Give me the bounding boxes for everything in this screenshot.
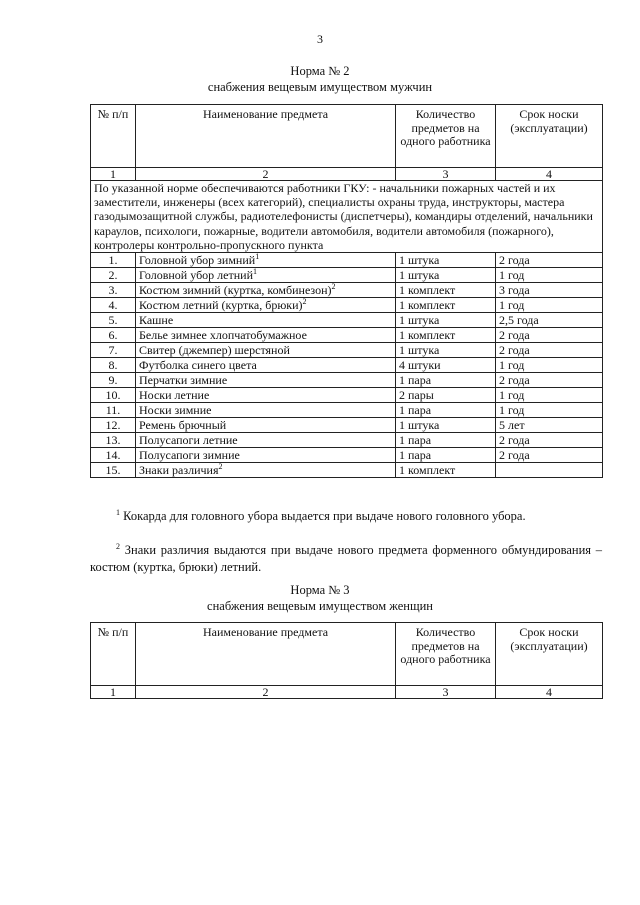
intro-text: По указанной норме обеспечиваются работники ГКУ: - начальники пожарных частей и их заместители, инженеры (всех категорий), специалисты охраны труда, инструкторы, мастера газодымозащитной службы, радиотелефонисты (диспетчеры), командиры отделений, начальники караулов, психологи, пожарные, водители автомобиля, водители автомобиля (пожарного), контролеры контрольно-пропускного пункта	[91, 181, 603, 253]
page-number: 3	[317, 32, 323, 46]
header-qty: Количество предметов на одного работника	[396, 623, 496, 686]
item-num: 1.	[91, 253, 136, 268]
header-num: № п/п	[91, 623, 136, 686]
item-num: 12.	[91, 418, 136, 433]
item-term: 2,5 года	[496, 313, 603, 328]
item-name-cell	[136, 343, 396, 358]
item-name: Костюм зимний (куртка, комбинезон)	[139, 283, 332, 298]
item-qty: 2 пары	[396, 388, 496, 403]
table-row	[91, 328, 603, 343]
item-name: Белье зимнее хлопчатобумажное	[139, 328, 307, 343]
item-name-cell	[136, 463, 396, 478]
item-num: 7.	[91, 343, 136, 358]
table-row	[91, 343, 603, 358]
item-num: 14.	[91, 448, 136, 463]
item-term: 2 года	[496, 328, 603, 343]
header-name: Наименование предмета	[136, 623, 396, 686]
header-term: Срок носки (эксплуатации)	[496, 105, 603, 168]
table-row	[91, 298, 603, 313]
item-name-cell	[136, 403, 396, 418]
item-name: Носки летние	[139, 388, 210, 403]
item-term: 2 года	[496, 433, 603, 448]
item-num: 3.	[91, 283, 136, 298]
norm2-title: Норма № 2	[290, 64, 350, 78]
footnote-text: Знаки различия выдаются при выдаче нового предмета форменного обмундирования – костюм (куртка, брюки) летний.	[90, 543, 603, 574]
item-name-cell	[136, 253, 396, 268]
item-term: 1 год	[496, 403, 603, 418]
norm3-title: Норма № 3	[290, 583, 350, 597]
norm2-subtitle: снабжения вещевым имуществом мужчин	[207, 80, 433, 94]
item-name-cell	[136, 418, 396, 433]
table-row	[91, 448, 603, 463]
item-name-cell	[136, 373, 396, 388]
item-name-cell	[136, 388, 396, 403]
item-qty: 1 комплект	[396, 298, 496, 313]
item-qty: 1 пара	[396, 433, 496, 448]
col-number: 3	[396, 686, 496, 699]
norm3-table	[90, 622, 603, 699]
table-header-row	[91, 105, 603, 168]
table-row	[91, 268, 603, 283]
item-name-cell	[136, 283, 396, 298]
item-name: Головной убор летний	[139, 268, 253, 283]
item-name: Перчатки зимние	[139, 373, 228, 388]
item-num: 13.	[91, 433, 136, 448]
item-term: 2 года	[496, 373, 603, 388]
table-row	[91, 403, 603, 418]
item-num: 9.	[91, 373, 136, 388]
item-term: 2 года	[496, 343, 603, 358]
item-name-cell	[136, 268, 396, 283]
table-row	[91, 418, 603, 433]
item-qty: 1 пара	[396, 448, 496, 463]
item-name: Носки зимние	[139, 403, 212, 418]
item-num: 6.	[91, 328, 136, 343]
item-name-cell	[136, 298, 396, 313]
item-name: Головной убор зимний	[139, 253, 256, 268]
items-body	[91, 253, 603, 478]
item-term: 2 года	[496, 448, 603, 463]
table-row	[91, 253, 603, 268]
footnote-mark: 2	[116, 541, 120, 551]
header-name: Наименование предмета	[136, 105, 396, 168]
item-qty: 1 штука	[396, 418, 496, 433]
item-name-cell	[136, 448, 396, 463]
table-row	[91, 388, 603, 403]
col-number: 3	[396, 168, 496, 181]
item-qty: 1 пара	[396, 373, 496, 388]
item-name-cell	[136, 358, 396, 373]
header-qty: Количество предметов на одного работника	[396, 105, 496, 168]
footnote-1	[90, 508, 602, 525]
table-row	[91, 283, 603, 298]
item-name: Полусапоги летние	[139, 433, 238, 448]
item-num: 10.	[91, 388, 136, 403]
item-term: 1 год	[496, 388, 603, 403]
item-name: Кашне	[139, 313, 174, 328]
item-num: 4.	[91, 298, 136, 313]
item-qty: 1 комплект	[396, 328, 496, 343]
table-row	[91, 313, 603, 328]
item-name: Ремень брючный	[139, 418, 227, 433]
item-term: 3 года	[496, 283, 603, 298]
intro-row	[91, 181, 603, 253]
table-row	[91, 463, 603, 478]
item-name: Костюм летний (куртка, брюки)	[139, 298, 303, 313]
item-note: 1	[253, 267, 257, 277]
item-note: 2	[302, 297, 307, 307]
item-name-cell	[136, 328, 396, 343]
table-row	[91, 358, 603, 373]
item-qty: 1 комплект	[396, 283, 496, 298]
header-num: № п/п	[91, 105, 136, 168]
item-term: 5 лет	[496, 418, 603, 433]
table-row	[91, 433, 603, 448]
item-qty: 1 пара	[396, 403, 496, 418]
item-qty: 1 штука	[396, 253, 496, 268]
item-note: 2	[331, 282, 336, 292]
item-term: 1 год	[496, 298, 603, 313]
col-number: 1	[91, 686, 136, 699]
footnote-text: Кокарда для головного убора выдается при выдаче нового головного убора.	[123, 509, 526, 523]
item-term: 2 года	[496, 253, 603, 268]
col-number: 2	[136, 686, 396, 699]
item-name: Знаки различия	[139, 463, 219, 478]
item-note: 2	[218, 462, 223, 472]
item-num: 2.	[91, 268, 136, 283]
item-num: 15.	[91, 463, 136, 478]
footnote-mark: 1	[116, 507, 120, 517]
table-row	[91, 373, 603, 388]
item-note: 1	[255, 252, 260, 262]
item-qty: 1 штука	[396, 343, 496, 358]
item-term: 1 год	[496, 358, 603, 373]
item-name: Свитер (джемпер) шерстяной	[139, 343, 290, 358]
header-term: Срок носки (эксплуатации)	[496, 623, 603, 686]
item-qty: 1 штука	[396, 268, 496, 283]
item-name: Полусапоги зимние	[139, 448, 240, 463]
item-name-cell	[136, 433, 396, 448]
item-num: 5.	[91, 313, 136, 328]
item-term	[496, 463, 603, 478]
col-number: 4	[496, 686, 603, 699]
item-term: 1 год	[496, 268, 603, 283]
column-number-row	[91, 686, 603, 699]
col-number: 4	[496, 168, 603, 181]
footnote-2	[90, 542, 602, 576]
norm2-table	[90, 104, 603, 478]
item-qty: 1 штука	[396, 313, 496, 328]
item-num: 8.	[91, 358, 136, 373]
item-num: 11.	[91, 403, 136, 418]
item-name: Футболка синего цвета	[139, 358, 257, 373]
item-qty: 4 штуки	[396, 358, 496, 373]
col-number: 1	[91, 168, 136, 181]
item-qty: 1 комплект	[396, 463, 496, 478]
table-header-row	[91, 623, 603, 686]
item-name-cell	[136, 313, 396, 328]
col-number: 2	[136, 168, 396, 181]
norm3-subtitle: снабжения вещевым имуществом женщин	[207, 599, 433, 613]
column-number-row	[91, 168, 603, 181]
